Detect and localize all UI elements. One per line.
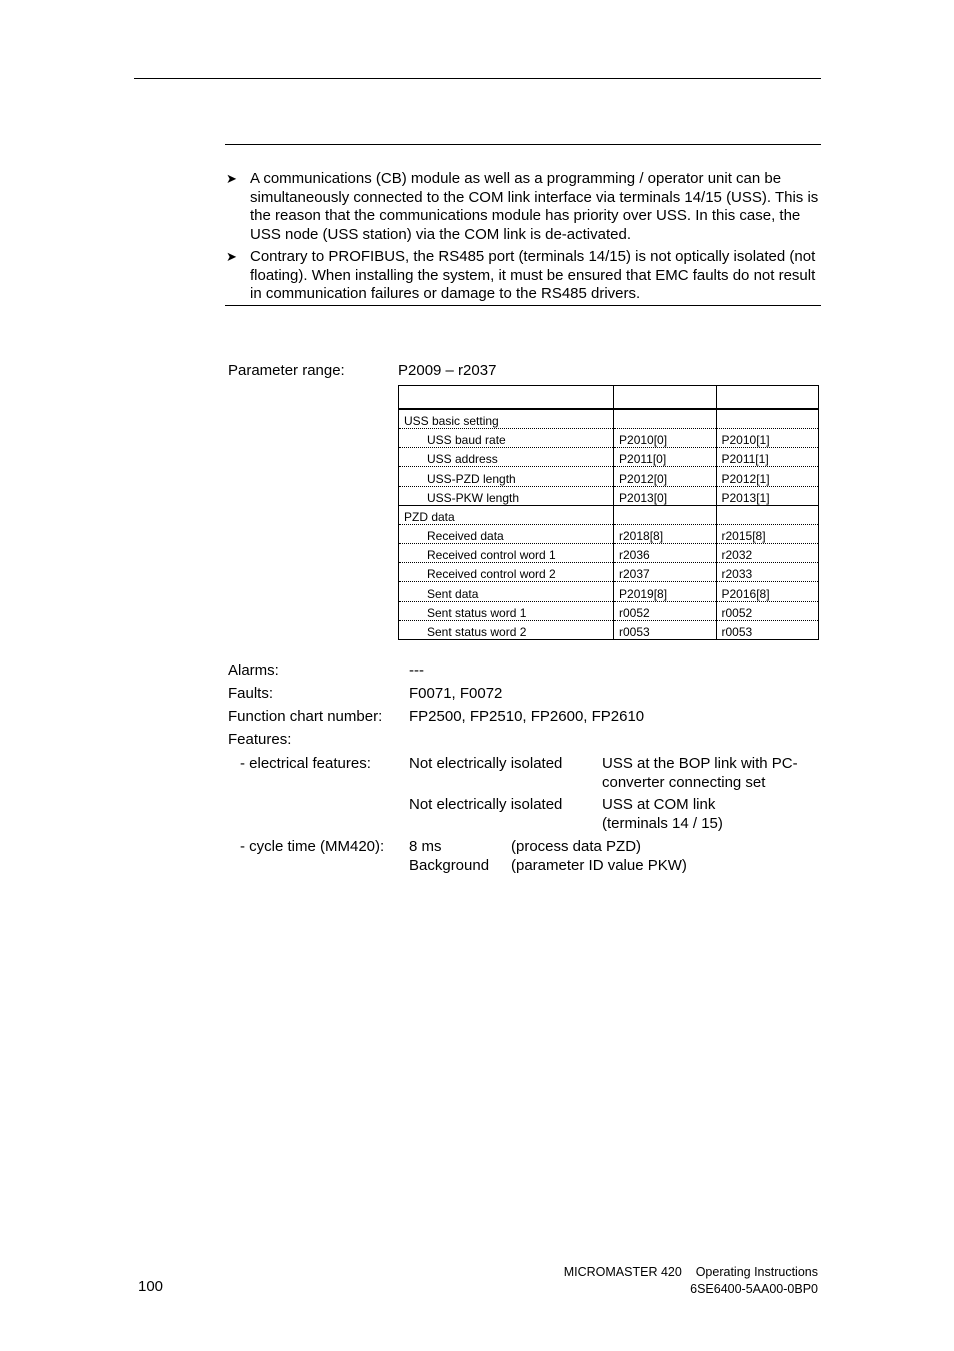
note-top-rule <box>225 144 821 145</box>
param-cell: r0053 <box>614 620 716 639</box>
param-cell: P2012[0] <box>614 467 716 486</box>
note-bullet-1 <box>226 170 822 244</box>
table-group-row <box>399 409 819 429</box>
function-chart-label: Function chart number: <box>228 708 383 725</box>
param-name: Sent status word 2 <box>399 620 614 639</box>
group-title: PZD data <box>399 505 614 524</box>
parameter-table <box>398 385 819 640</box>
faults-value: F0071, F0072 <box>409 685 503 702</box>
electrical-feature-1-value: Not electrically isolated <box>409 755 563 772</box>
param-cell: P2013[0] <box>614 486 716 505</box>
table-header-cell <box>716 386 819 410</box>
param-name: USS address <box>399 448 614 467</box>
arrow-bullet-icon: ➤ <box>226 171 237 186</box>
electrical-feature-2-desc: (terminals 14 / 15) <box>602 815 723 832</box>
param-name: USS baud rate <box>399 429 614 448</box>
table-row <box>399 620 819 639</box>
cycle-time-1-desc: (process data PZD) <box>511 838 642 855</box>
faults-label: Faults: <box>228 685 274 702</box>
features-label: Features: <box>228 731 292 748</box>
param-cell: P2012[1] <box>716 467 819 486</box>
param-name: Received control word 2 <box>399 563 614 582</box>
param-cell: r2032 <box>716 543 819 562</box>
electrical-feature-1-desc: converter connecting set <box>602 774 766 791</box>
param-name: Received control word 1 <box>399 543 614 562</box>
cycle-time-label: - cycle time (MM420): <box>240 838 385 855</box>
electrical-feature-1-desc: USS at the BOP link with PC- <box>602 755 798 772</box>
table-row <box>399 448 819 467</box>
cycle-time-2-desc: (parameter ID value PKW) <box>511 857 687 874</box>
param-cell: r2018[8] <box>614 524 716 543</box>
electrical-feature-2-desc: USS at COM link <box>602 796 716 813</box>
param-cell: r0052 <box>716 601 819 620</box>
group-title: USS basic setting <box>399 409 614 429</box>
param-cell: P2011[1] <box>716 448 819 467</box>
note-bottom-rule <box>225 305 821 306</box>
parameter-range-value: P2009 – r2037 <box>398 362 497 379</box>
param-cell: r2037 <box>614 563 716 582</box>
table-row <box>399 486 819 505</box>
note-bullet-text: Contrary to PROFIBUS, the RS485 port (terminals 14/15) is not optically isolated (not floating). When installing the system, it must be ensured that EMC faults do not result in communication failures or damage to the RS485 drivers. <box>250 248 816 302</box>
param-cell: P2010[1] <box>716 429 819 448</box>
note-bullet-text: A communications (CB) module as well as a programming / operator unit can be simultaneously connected to the COM link interface via terminals 14/15 (USS). This is the reason that the communications module has priority over USS. In this case, the USS node (USS station) via the COM link is de-activated. <box>250 170 819 243</box>
cycle-time-2-value: Background <box>409 857 490 874</box>
param-name: Received data <box>399 524 614 543</box>
param-name: USS-PKW length <box>399 486 614 505</box>
param-cell: P2011[0] <box>614 448 716 467</box>
param-cell: P2013[1] <box>716 486 819 505</box>
arrow-bullet-icon: ➤ <box>226 249 237 264</box>
param-cell: r0052 <box>614 601 716 620</box>
alarms-label: Alarms: <box>228 662 279 679</box>
param-name: Sent data <box>399 582 614 601</box>
param-cell: P2010[0] <box>614 429 716 448</box>
top-rule <box>134 78 821 79</box>
footer-order-number: 6SE6400-5AA00-0BP0 <box>690 1282 818 1296</box>
function-chart-value: FP2500, FP2510, FP2600, FP2610 <box>409 708 645 725</box>
table-row <box>399 601 819 620</box>
footer-product: MICROMASTER 420 Operating Instructions <box>563 1265 818 1279</box>
param-name: USS-PZD length <box>399 467 614 486</box>
alarms-value: --- <box>409 662 424 679</box>
param-cell: r0053 <box>716 620 819 639</box>
param-cell: r2015[8] <box>716 524 819 543</box>
param-cell: r2033 <box>716 563 819 582</box>
param-cell: P2019[8] <box>614 582 716 601</box>
table-header-cell <box>399 386 614 410</box>
electrical-features-label: - electrical features: <box>240 755 371 772</box>
param-name: Sent status word 1 <box>399 601 614 620</box>
table-row <box>399 563 819 582</box>
table-header-cell <box>614 386 716 410</box>
table-header-row <box>399 386 819 410</box>
note-bullet-2 <box>226 248 822 304</box>
table-group-row <box>399 505 819 524</box>
table-row <box>399 543 819 562</box>
electrical-feature-2-value: Not electrically isolated <box>409 796 563 813</box>
table-row <box>399 524 819 543</box>
table-row <box>399 582 819 601</box>
cycle-time-1-value: 8 ms <box>409 838 442 855</box>
param-cell: r2036 <box>614 543 716 562</box>
table-row <box>399 467 819 486</box>
param-cell: P2016[8] <box>716 582 819 601</box>
table-row <box>399 429 819 448</box>
page-number: 100 <box>138 1278 164 1295</box>
parameter-range-label: Parameter range: <box>228 362 345 379</box>
